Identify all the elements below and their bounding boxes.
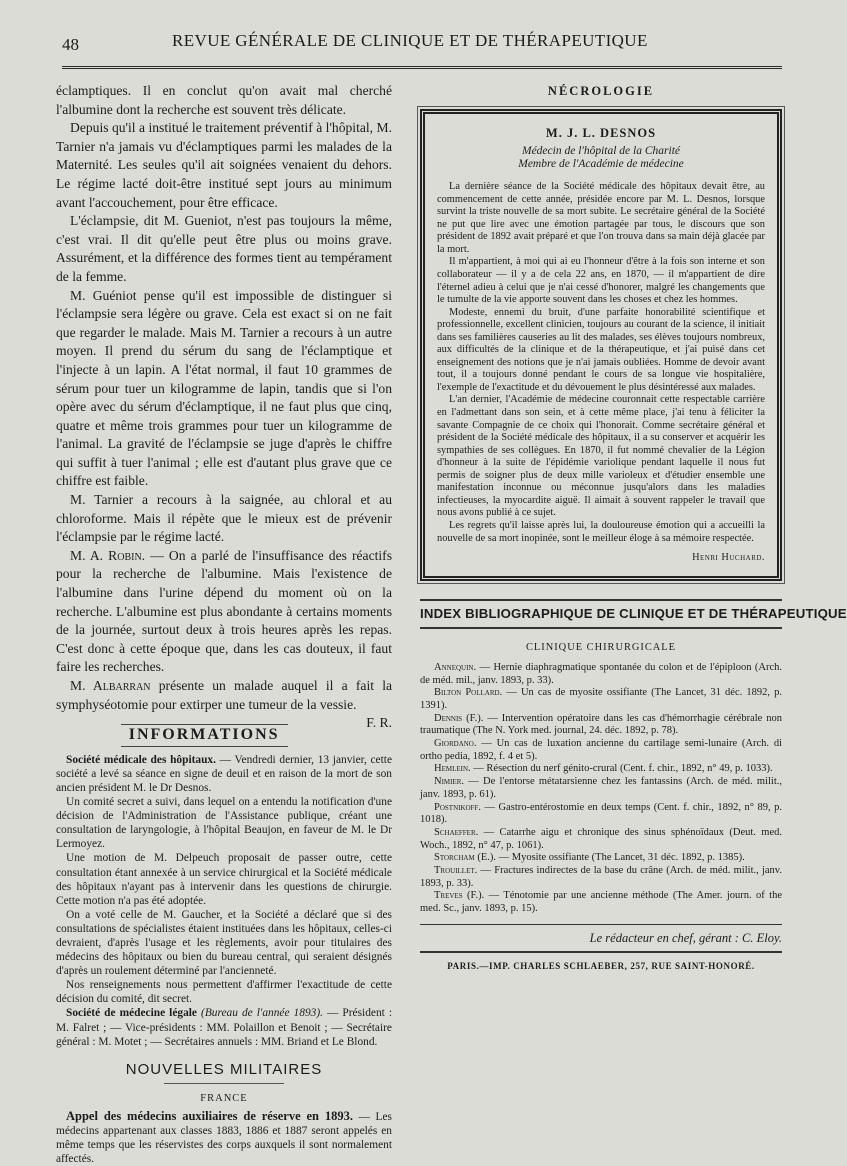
paragraph-albarran	[56, 677, 392, 731]
necrologie-heading: NÉCROLOGIE	[547, 84, 655, 98]
obituary-frame	[420, 109, 782, 581]
section-heading: NOUVELLES MILITAIRES	[125, 1060, 323, 1078]
entry-author: Storcham (E.).	[434, 852, 496, 864]
entry-text: — Myosite ossifiante (The Lancet, 31 déc. 1892, p. 1385).	[496, 852, 745, 864]
entry-text: — Fractures indirectes de la base du crâne (Arch. de méd. milit., janv. 1893, p. 33).	[420, 865, 782, 889]
informations-title: INFORMATIONS	[121, 724, 288, 747]
entry-text: — Ténotomie par une ancienne méthode (The Amer. journ. of the med. Sc., janv. 1893, p. 15).	[420, 890, 783, 915]
obituary-paragraph: Modeste, ennemi du bruit, d'une parfaite honorabilité scientifique et professionnelle, excellent clinicien, toujours au courant de la science, il initiait dans ses familières causeries au lit des malades, ses élèves toujours nombreux, aux difficultés de la clinique et de la thérapeutique, et j'ai puisé dans cet enseignement des notions que je n'ai jamais oubliées. Homme de devoir avant tout, il a toujours donné pendant le cours de sa longue vie hospitalière, l'exemple de l'exactitude et du dévouement le plus désintéressé aux malades.	[437, 306, 765, 393]
bibliography-entry	[420, 738, 782, 763]
page-number: 48	[62, 35, 79, 54]
left-column	[56, 82, 392, 1166]
paragraph: L'éclampsie, dit M. Gueniot, n'est pas toujours la même, c'est vrai. Il dit qu'elle peut être plus ou moins grave. Assurément, et la différence des formes tient au tempérament de la femme.	[56, 213, 392, 284]
bibliography-entry	[420, 776, 782, 801]
bibliography-title: INDEX BIBLIOGRAPHIQUE DE CLINIQUE ET DE THÉRAPEUTIQUE	[420, 599, 782, 630]
info-paragraph: On a voté celle de M. Gaucher, et la Société a déclaré que si des consultations de spécialistes étaient instituées dans les hôpitaux, celles-ci devraient, d'après l'usage et les règlements, avoir pour titulaires des médecins des hôpitaux ou bien du bureau central, qui seraient désignés d'après un roulement déterminé par l'ancienneté.	[56, 908, 392, 978]
obituary-name: M. J. L. DESNOS	[545, 125, 657, 140]
item-title: Appel des médecins auxiliaires de réserve en 1893.	[66, 1108, 353, 1123]
paragraph-text: présente un malade auquel il a fait la symphyséotomie pour extirper une tumeur de la vessie.	[56, 678, 392, 712]
info-paragraph: Nos renseignements nous permettent d'affirmer l'exactitude de cette décision du comité, dit secret.	[56, 979, 392, 1006]
page-header	[62, 30, 780, 58]
entry-author: Schaeffer.	[434, 826, 479, 838]
entry-text: — Hernie diaphragmatique spontanée du colon et de l'épiploon (Arch. de méd. mil., janv. 1893, p. 33).	[420, 661, 782, 686]
entry-text: — Un cas de luxation ancienne du cartilage semi-lunaire (Arch. di ortho pedia, 1892, f. 4 et 5).	[420, 738, 782, 762]
bibliography-subtitle: CLINIQUE CHIRURGICALE	[525, 642, 676, 654]
item-text: — Vendredi dernier, 13 janvier, cette société a levé sa séance en signe de deuil et en raison de la mort de son ancien président M. le Dr Desnos.	[56, 753, 393, 794]
info-item	[56, 1006, 392, 1048]
paragraph: Depuis qu'il a institué le traitement préventif à l'hôpital, M. Tarnier n'a jamais vu d'éclamptiques parmi les malades de la Maternité. Les seules qu'il ait soignées venaient du dehors. Le régime lacté doit-être institué sept jours au minimum avant l'accouchement, pour être efficace.	[56, 120, 392, 210]
right-column	[420, 82, 847, 976]
item-subtitle: (Bureau de l'année 1893).	[201, 1007, 323, 1020]
obituary-paragraph: La dernière séance de la Société médicale des hôpitaux devait être, au commencement de cette année, présidée encore par M. L. Desnos, lorsque survint la triste nouvelle de sa mort subite. Le secrétaire général de la Société ne put que lire avec une émotion partagée par tous, le discours que son président de 1892 avait préparé et que l'on trouva dans sa main déjà glacée par la mort.	[437, 181, 765, 255]
entry-text: — Un cas de myosite ossifiante (The Lancet, 31 déc. 1892, p. 1391).	[420, 687, 782, 711]
info-item	[56, 1109, 392, 1166]
paragraph-robin	[56, 547, 392, 677]
item-title: Société médicale des hôpitaux.	[66, 753, 216, 766]
informations-section	[56, 753, 392, 1049]
entry-author: Treves (F.).	[434, 890, 485, 902]
entry-author: Bilton Pollard.	[434, 687, 503, 699]
entry-author: Giordano.	[434, 738, 477, 750]
bibliography-entry	[420, 713, 782, 738]
entry-text: — De l'entorse métatarsienne chez les fantassins (Arch. de méd. milit., janv. 1893, p. 61).	[420, 776, 782, 800]
paragraph: éclamptiques. Il en conclut qu'on avait mal cherché l'albumine dont la recherche est souvent très délicate.	[56, 83, 392, 117]
info-paragraph: Un comité secret a suivi, dans lequel on a entendu la notification d'une décision de l'Administration de l'Assistance publique, créant une consultation de laryngologie, à l'hôpital Beaujon, en faveur de M. le Dr Lermoyez.	[56, 796, 392, 851]
obituary-paragraph: Les regrets qu'il laisse après lui, la douloureuse émotion qui a accueilli la nouvelle de sa mort inopinée, sont le meilleur éloge à sa mémoire respectée.	[437, 519, 765, 544]
bibliography-entry	[420, 662, 782, 687]
obituary-body	[437, 181, 765, 545]
speaker-name: M. A. Robin.	[70, 547, 146, 563]
item-title: Société de médecine légale	[66, 1007, 197, 1020]
paragraph: M. Guéniot pense qu'il est impossible de distinguer si l'éclampsie sera légère ou grave. Cela est exact si on ne fait que regarder le malade. Mais M. Tarnier a recours à un autre moyen. Il prend du sérum du sang de l'éclamptique et l'injecte à un lapin. A l'état normal, il faut 10 grammes de sérum pour tuer un kilogramme de lapin, tandis que si l'on opère avec du sérum d'éclamptique, il ne faut plus que cinq, quatre et même trois grammes pour tuer un kilogramme de l'animal. La gravité de l'éclampsie se juge d'après le chiffre qui suffit à tuer l'animal ; elle est d'autant plus grave que ce chiffre est faible.	[56, 287, 392, 489]
entry-author: Annequin.	[434, 661, 477, 673]
entry-author: Hemlein.	[434, 763, 471, 775]
militaires-section	[56, 1109, 392, 1166]
printer-imprint: PARIS.—IMP. CHARLES SCHLAEBER, 257, RUE SAINT-HONORÉ.	[420, 951, 782, 976]
entry-author: Nimier.	[434, 776, 465, 788]
bibliography-entry	[420, 763, 782, 776]
info-paragraph: Une motion de M. Delpeuch proposait de passer outre, cette consultation étant annexée à un service chirurgical et la Société médicale des hôpitaux n'ayant pas à intervenir dans les questions de chirurgie. Cette motion n'a pas été adoptée.	[56, 852, 392, 907]
bibliography-entry	[420, 890, 782, 915]
bibliography-entry	[420, 852, 782, 865]
section-heading	[56, 724, 392, 747]
entry-author: Dennis (F.).	[434, 712, 484, 724]
header-rule	[62, 66, 782, 69]
item-text: — Président : M. Falret ; — Vice-présidents : MM. Polaillon et Benoit ; — Secrétaire général : M. Motet ; — Secrétaires annuels : MM. Briand et Le Blond.	[56, 1007, 393, 1048]
obituary-signature: Henri Huchard.	[692, 552, 765, 564]
entry-author: Postnikoff.	[434, 801, 481, 813]
entry-author: Trouillet.	[434, 865, 478, 877]
paragraph: M. Tarnier a recours à la saignée, au chloral et au chloroforme. Mais il répète que le mieux est de prévenir l'éclampsie par le régime lacté.	[56, 492, 392, 545]
item-text: — Les médecins appartenant aux classes 1883, 1886 et 1887 seront appelés en même temps que les réservistes des corps auxquels il sont normalement affectés.	[56, 1110, 392, 1166]
obituary-paragraph: Il m'appartient, à moi qui ai eu l'honneur d'être à la fois son interne et son collaborateur — il y a de cela 22 ans, en 1870, — il m'appartient de dire l'éternel adieu à celui que je n'ai cessé d'honorer, malgré les changements que le tumulte de la vie apporte souvent dans les choses et chez les hommes.	[437, 256, 765, 306]
bibliography-entry	[420, 687, 782, 712]
entry-text: — Intervention opératoire dans les cas d'hémorrhagie cérébrale non traumatique (The N. York med. journal, 24. déc. 1892, p. 78).	[420, 712, 783, 737]
obituary-paragraph: L'an dernier, l'Académie de médecine couronnait cette respectable carrière en l'admettant dans son sein, et à cette même place, j'ai tenu à féliciter la savante Compagnie de ce choix qui l'honorait. Comme secrétaire général et président de la Société médicale des hôpitaux, il a su conserver et acquérir les sympathies de ses collègues. En 1870, il fut nommé chevalier de la Légion d'honneur à la suite de l'épidémie variolique pendant laquelle il nous fut permis de soigner plus de deux mille varioleux et d'étudier ensemble une manifestation inconnue ou méconnue jusqu'alors dans les maladies infectieuses, la myocardite aiguë. Il aimait à souvent rappeler le travail que nous avons publié à ce sujet.	[437, 394, 765, 519]
obituary-role: Médecin de l'hôpital de la Charité	[522, 145, 680, 158]
bibliography-entry	[420, 865, 782, 890]
paragraph-text: — On a parlé de l'insuffisance des réactifs pour la recherche de l'albumine. Mais l'existence de l'albumine dans l'urine dépend du moment où on la recherche. L'albumine est plus abondante à certains moments de la journée, surtout deux à trois heures après les repas. C'est donc à cette époque que, dans les cas douteux, il faut faire les recherches.	[56, 547, 392, 675]
entry-text: — Résection du nerf génito-crural (Cent. f. chir., 1892, n° 49, p. 1033).	[470, 763, 773, 775]
entry-text: — Gastro-entérostomie en deux temps (Cent. f. chir., 1892, n° 89, p. 1018).	[420, 801, 782, 826]
divider	[164, 1083, 284, 1084]
speaker-name: M. Albarran	[70, 678, 151, 693]
editor-line: Le rédacteur en chef, gérant : C. Eloy.	[420, 924, 782, 948]
bibliography-entry	[420, 802, 782, 827]
subsection-heading: FRANCE	[200, 1093, 248, 1105]
entry-text: — Catarrhe aigu et chronique des sinus sphénoïdaux (Deut. med. Woch., 1892, n° 47, p. 1061).	[420, 826, 782, 851]
info-item	[56, 753, 392, 795]
obituary-role: Membre de l'Académie de médecine	[518, 158, 684, 171]
signature: F. R.	[366, 715, 392, 731]
bibliography-entry	[420, 827, 782, 852]
running-title: REVUE GÉNÉRALE DE CLINIQUE ET DE THÉRAPEUTIQUE	[172, 31, 648, 50]
bibliography-list	[420, 662, 782, 916]
